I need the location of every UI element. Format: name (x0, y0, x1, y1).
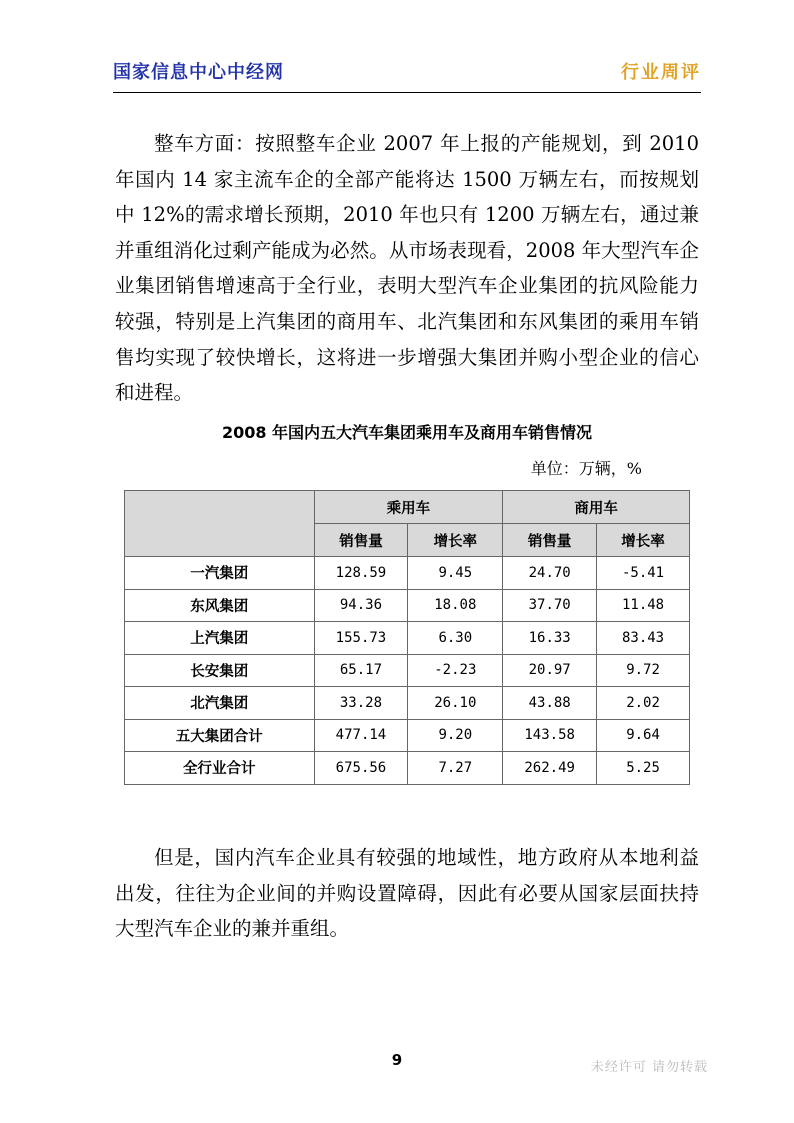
section-label: 行业周评 (621, 62, 701, 83)
copyright-note: 未经许可 请勿转载 (590, 1060, 708, 1075)
table-cell: 20.97 (503, 654, 597, 687)
row-label: 东风集团 (125, 589, 315, 622)
table-row (125, 654, 690, 687)
header-divider (113, 92, 701, 93)
table-cell: 33.28 (314, 687, 408, 720)
column-header: 增长率 (408, 524, 503, 557)
column-header: 增长率 (597, 524, 690, 557)
table-cell: 128.59 (314, 557, 408, 590)
table-cell: 155.73 (314, 622, 408, 655)
row-label: 北汽集团 (125, 687, 315, 720)
table-cell: 262.49 (503, 752, 597, 785)
table-title: 2008 年国内五大汽车集团乘用车及商用车销售情况 (221, 423, 593, 442)
table-cell: -2.23 (408, 654, 503, 687)
row-label: 五大集团合计 (125, 719, 315, 752)
table-cell: 43.88 (503, 687, 597, 720)
table-cell: 477.14 (314, 719, 408, 752)
table-cell: 2.02 (597, 687, 690, 720)
table-cell: 11.48 (597, 589, 690, 622)
column-header: 销售量 (503, 524, 597, 557)
table-row (125, 687, 690, 720)
table-cell: 9.20 (408, 719, 503, 752)
sales-table (124, 490, 690, 785)
table-cell: 7.27 (408, 752, 503, 785)
table-cell: 675.56 (314, 752, 408, 785)
table-row (125, 589, 690, 622)
page-header (113, 56, 701, 94)
table-cell: -5.41 (597, 557, 690, 590)
group-header-passenger: 乘用车 (314, 491, 503, 524)
body-paragraph-1: 整车方面：按照整车企业 2007 年上报的产能规划，到 2010 年国内 14 家主流车企的全部产能将达 1500 万辆左右，而按规划中 12%的需求增长预期，2010 年也只有 1200 万辆左右，通过兼并重组消化过剩产能成为必然。从市场表现看，2008 年大型汽车企业集团销售增速高于全行业，表明大型汽车企业集团的抗风险能力较强，特别是上汽集团的商用车、北汽集团和东风集团的乘用车销售均实现了较快增长，这将进一步增强大集团并购小型企业的信心和进程。 (115, 132, 699, 405)
row-label: 长安集团 (125, 654, 315, 687)
table-cell: 6.30 (408, 622, 503, 655)
row-label: 一汽集团 (125, 557, 315, 590)
page-number: 9 (391, 1051, 403, 1069)
body-paragraph-2: 但是，国内汽车企业具有较强的地域性，地方政府从本地利益出发，往往为企业间的并购设置障碍，因此有必要从国家层面扶持大型汽车企业的兼并重组。 (115, 846, 699, 941)
table-cell: 83.43 (597, 622, 690, 655)
table-row (125, 752, 690, 785)
table-cell: 65.17 (314, 654, 408, 687)
row-label: 全行业合计 (125, 752, 315, 785)
column-header: 销售量 (314, 524, 408, 557)
table-cell: 94.36 (314, 589, 408, 622)
table-cell: 9.45 (408, 557, 503, 590)
table-cell: 37.70 (503, 589, 597, 622)
table-cell: 5.25 (597, 752, 690, 785)
table-corner-cell (125, 491, 315, 557)
table-cell: 24.70 (503, 557, 597, 590)
publisher-name: 国家信息中心中经网 (113, 62, 284, 83)
table-cell: 143.58 (503, 719, 597, 752)
table-cell: 26.10 (408, 687, 503, 720)
table-row (125, 622, 690, 655)
row-label: 上汽集团 (125, 622, 315, 655)
table-unit: 单位：万辆，% (530, 459, 642, 478)
table-cell: 9.72 (597, 654, 690, 687)
table-row (125, 719, 690, 752)
group-header-commercial: 商用车 (503, 491, 690, 524)
table-cell: 16.33 (503, 622, 597, 655)
table-cell: 9.64 (597, 719, 690, 752)
table-cell: 18.08 (408, 589, 503, 622)
table-row (125, 557, 690, 590)
